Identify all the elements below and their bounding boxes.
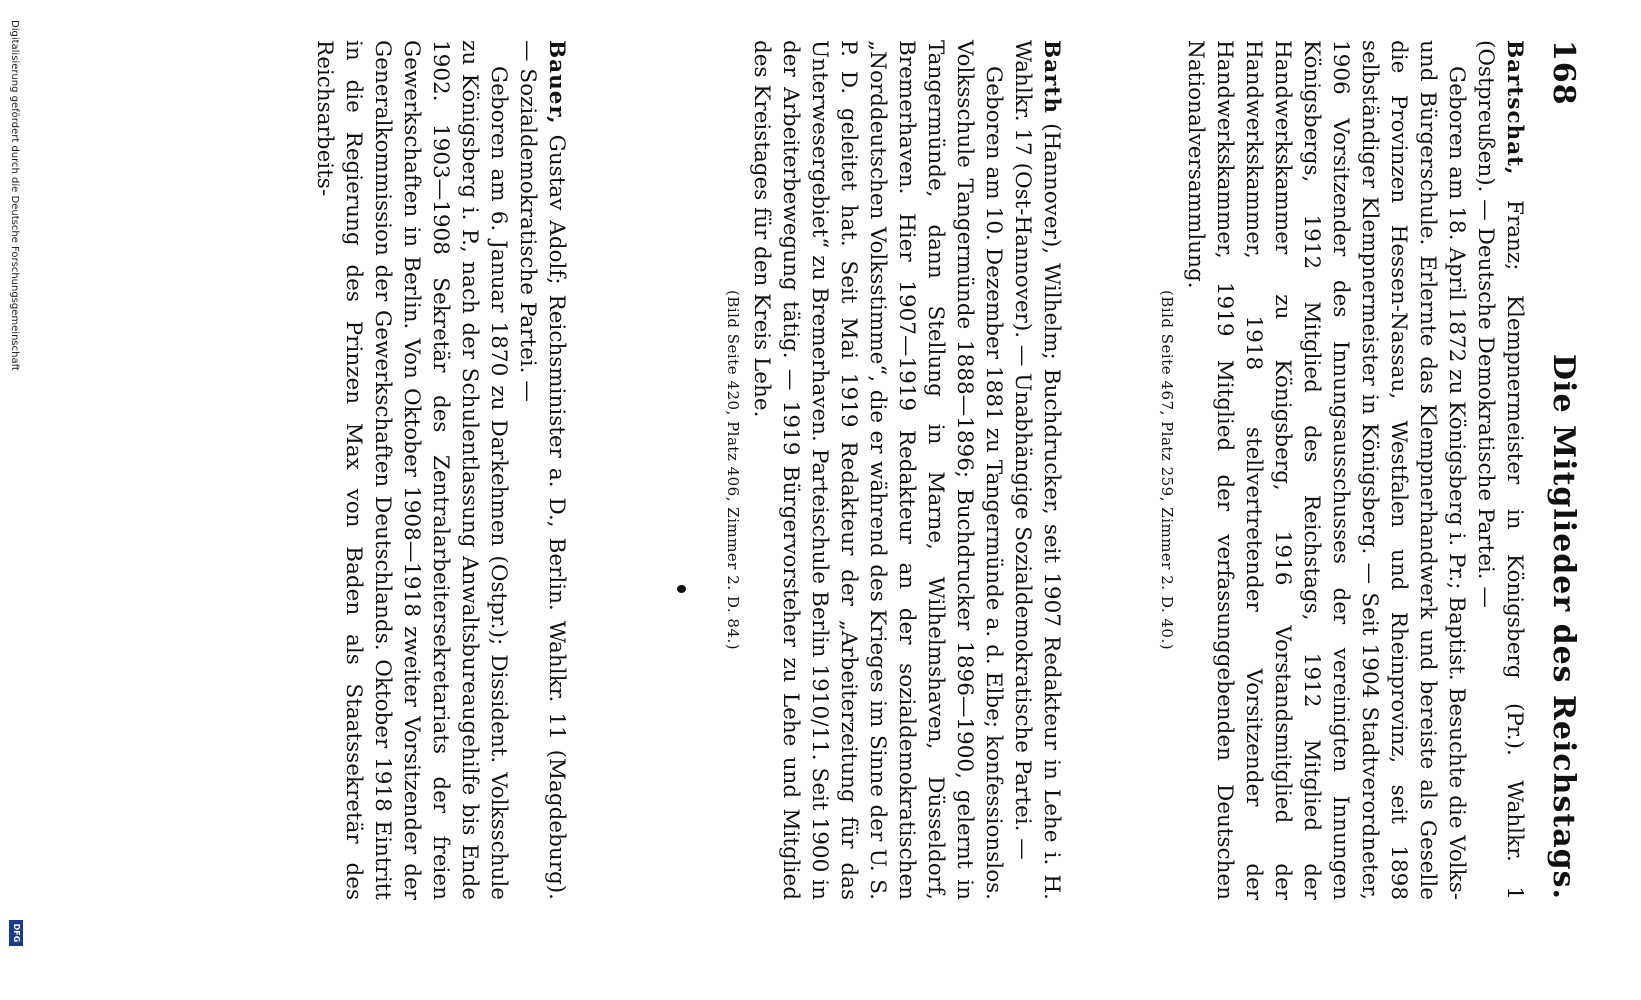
entry-body: Geboren am 18. April 1872 zu Königsberg i. Pr.; Baptist. Besuchte die Volks- und Bürgerschule. Erlernte das Klempnerhandwerk und bereiste als Geselle die Provinzen Hessen-Nassau, Westfalen und Rheinprovinz, seit 1898 selbständiger Klempnermeister in Königsberg. — Seit 1904 Stadtverordneter, 1906 Vorsitzender des Innungsausschusses der vereinigten Innungen Königsbergs, 1912 Mitglied des Reichstags, 1912 Mitglied der Handwerkskammer zu Königsberg, 1916 Vorstandsmitglied der Handwerkskammer, 1918 stellvertretender Vorsitzender der Handwerkskammer, 1919 Mitglied der verfassunggebenden Deutschen Nationalversammlung. bbox=[1183, 40, 1469, 900]
digitization-footer bbox=[0, 0, 26, 1000]
entry-name: Bartschat, bbox=[1502, 40, 1527, 176]
entry-bartschat bbox=[1152, 40, 1529, 900]
entry-name: Bauer, bbox=[544, 40, 569, 125]
entry-barth bbox=[718, 40, 1066, 900]
page-header bbox=[1521, 40, 1581, 900]
entry-intro: Franz; Klempnermeister in Königsberg (Pr.). Wahlkr. 1 (Ostpreußen). — Deutsche Demokratische Partei. — bbox=[1473, 40, 1527, 900]
page-number: 168 bbox=[1546, 40, 1581, 106]
dfg-logo: DFG bbox=[9, 920, 23, 946]
ink-speck bbox=[677, 585, 686, 593]
entry-body: Geboren am 6. Januar 1870 zu Darkehmen (Ostpr.); Dissident. Volksschule zu Königsberg i. P., nach der Schulentlassung Anwaltsbureaugehilfe bis Ende 1902. 1903—1908 Sekretär des Zentralarbeitersekretariats der freien Gewerkschaften in Berlin. Von Oktober 1908—1918 zweiter Vorsitzender der Generalkommission der Gewerkschaften Deutschlands. Oktober 1918 Eintritt in die Regierung des Prinzen Max von Baden als Staatssekretär des Reichsarbeits- bbox=[312, 40, 511, 900]
entry-name: Barth bbox=[1039, 40, 1064, 114]
entry-body: Geboren am 10. Dezember 1881 zu Tangermünde a. d. Elbe; konfessionslos. Volksschule Tangermünde 1888—1896; Buchdrucker 1896—1900, gelernt in Tangermünde, dann Stellung in Marne, Wilhelmshaven, Düsseldorf, Bremerhaven. Hier 1907—1919 Redakteur an der sozialdemokratischen „Norddeutschen Volksstimme“, die er während des Krieges im Sinne der U. S. P. D. geleitet hat. Seit Mai 1919 Redakteur der „Arbeiterzeitung für das Unterwesergebiet“ zu Bremerhaven. Parteischule Berlin 1910/11. Seit 1900 in der Arbeiterbewegung tätig. — 1919 Bürgervorsteher zu Lehe und Mitglied des Kreistages für den Kreis Lehe. bbox=[749, 40, 1006, 900]
entry-intro: Gustav Adolf; Reichsminister a. D., Berlin. Wahlkr. 11 (Magdeburg). — Sozialdemokratische Partei. — bbox=[515, 40, 569, 900]
picture-reference: (Bild Seite 467, Platz 259, Zimmer 2. D. 40.) bbox=[1158, 289, 1176, 651]
picture-reference: (Bild Seite 420, Platz 406, Zimmer 2. D. 84.) bbox=[724, 289, 742, 651]
entry-bauer bbox=[310, 40, 571, 900]
digitization-note: Digitalisierung gefördert durch die Deutsche Forschungsgemeinschaft bbox=[9, 20, 20, 371]
running-head: Die Mitglieder des Reichstags. bbox=[1546, 354, 1581, 900]
entry-intro: (Hannover), Wilhelm; Buchdrucker, seit 1907 Redakteur in Lehe i. H. Wahlkr. 17 (Ost-Hannover). — Unabhängige Sozialdemokratische Partei. — bbox=[1010, 40, 1064, 900]
